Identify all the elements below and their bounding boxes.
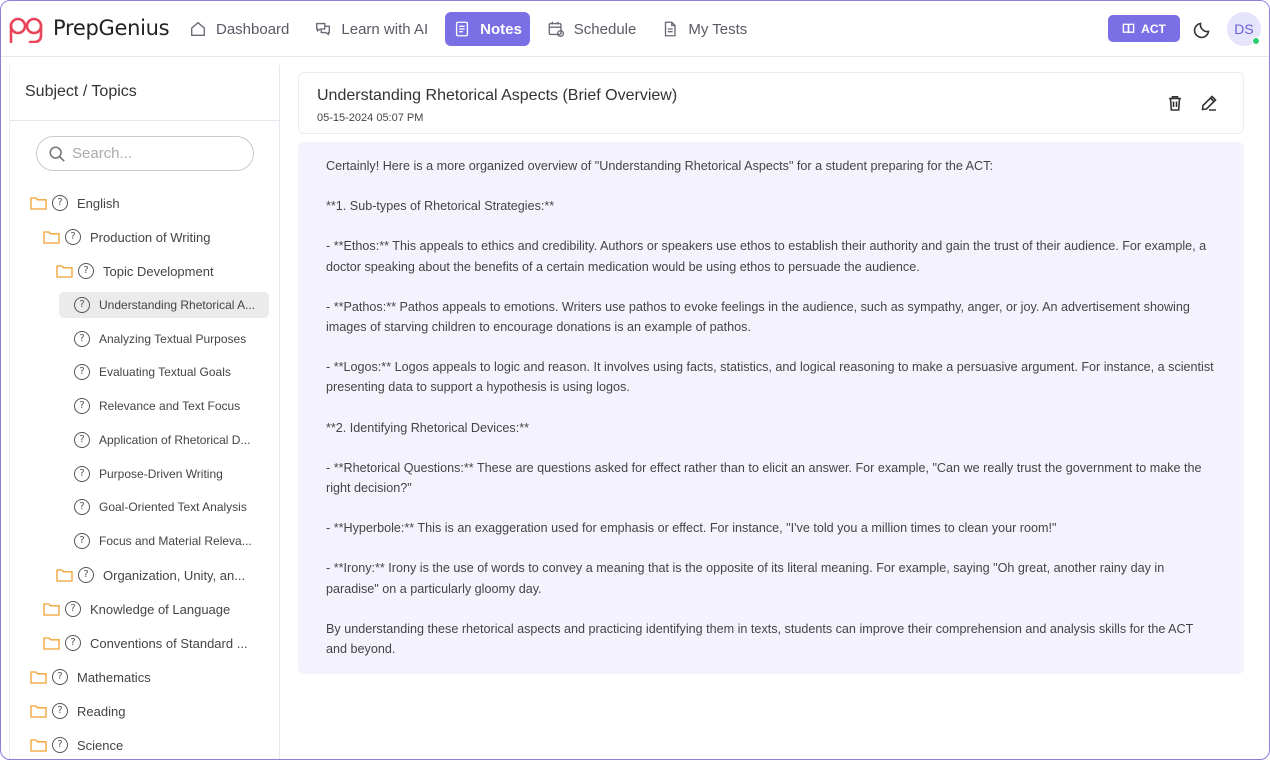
question-icon: ? bbox=[74, 398, 90, 414]
question-icon: ? bbox=[74, 533, 90, 549]
nav-learn-with-ai[interactable] bbox=[306, 12, 436, 46]
folder-icon bbox=[30, 670, 47, 684]
question-icon: ? bbox=[52, 195, 68, 211]
tree-label: Mathematics bbox=[77, 669, 151, 685]
folder-icon bbox=[43, 230, 60, 244]
top-navbar bbox=[1, 1, 1269, 57]
tree-label: Application of Rhetorical D... bbox=[99, 433, 251, 447]
tree-folder-reading[interactable] bbox=[30, 698, 125, 724]
avatar-initials: DS bbox=[1234, 21, 1254, 37]
folder-icon bbox=[30, 704, 47, 718]
question-icon: ? bbox=[74, 331, 90, 347]
question-icon: ? bbox=[65, 635, 81, 651]
question-icon: ? bbox=[74, 499, 90, 515]
search-box[interactable] bbox=[36, 136, 254, 171]
logo-icon bbox=[9, 13, 43, 43]
folder-icon bbox=[56, 568, 73, 582]
tree-label: Understanding Rhetorical A... bbox=[99, 298, 256, 312]
tree-label: Topic Development bbox=[103, 263, 214, 279]
note-paragraph: Certainly! Here is a more organized overview of "Understanding Rhetorical Aspects" for a student preparing for the ACT: bbox=[326, 159, 993, 173]
tree-folder-knowledge-of-language[interactable] bbox=[43, 596, 230, 622]
note-paragraph: - **Hyperbole:** This is an exaggeration used for emphasis or effect. For instance, "I've told you a million times to clean your room!" bbox=[326, 521, 1057, 536]
tree-folder-production-of-writing[interactable] bbox=[43, 224, 210, 250]
edit-icon[interactable] bbox=[1200, 94, 1218, 112]
question-icon: ? bbox=[74, 466, 90, 482]
nav-schedule-label: Schedule bbox=[573, 20, 637, 38]
question-icon: ? bbox=[65, 229, 81, 245]
book-icon bbox=[1122, 22, 1135, 35]
nav-learn-label: Learn with AI bbox=[341, 20, 429, 38]
note-content bbox=[298, 142, 1244, 674]
tree-label: Focus and Material Releva... bbox=[99, 534, 252, 548]
folder-icon bbox=[56, 264, 73, 278]
folder-icon bbox=[30, 196, 47, 210]
note-paragraph: - **Irony:** Irony is the use of words to convey a meaning that is the opposite of its literal meaning. For example, saying "Oh great, another rainy day in paradise" on a particularly gloomy day. bbox=[326, 561, 1165, 596]
tree-topic-evaluating-textual-goals[interactable] bbox=[74, 359, 231, 385]
note-date: 05-15-2024 05:07 PM bbox=[317, 112, 424, 124]
tree-topic-purpose-driven-writing[interactable] bbox=[74, 461, 223, 487]
note-paragraph: - **Rhetorical Questions:** These are questions asked for effect rather than to elicit an answer. For example, "Can we really trust the government to make the right decision?" bbox=[326, 460, 1202, 496]
tree-topic-focus-and-material-relevance[interactable] bbox=[74, 528, 252, 554]
tree-label: Production of Writing bbox=[90, 229, 211, 245]
tree-label: Relevance and Text Focus bbox=[99, 399, 241, 413]
tree-folder-mathematics[interactable] bbox=[30, 664, 151, 690]
search-input[interactable] bbox=[72, 145, 242, 162]
note-paragraph: - **Logos:** Logos appeals to logic and reason. It involves using facts, statistics, and logical reasoning to make a persuasive argument. For instance, a scientist presenting data to support a hypothesis is using logos. bbox=[326, 360, 1214, 395]
question-icon: ? bbox=[74, 432, 90, 448]
tree-label: Knowledge of Language bbox=[90, 601, 231, 617]
tree-label: Purpose-Driven Writing bbox=[99, 467, 223, 481]
tree-label: Conventions of Standard ... bbox=[90, 635, 248, 651]
tree-folder-science[interactable] bbox=[30, 732, 123, 758]
nav-notes[interactable] bbox=[445, 12, 530, 46]
nav-dashboard[interactable] bbox=[181, 12, 297, 46]
chat-icon bbox=[314, 20, 332, 38]
tree-folder-english[interactable] bbox=[30, 190, 120, 216]
note-title: Understanding Rhetorical Aspects (Brief Overview) bbox=[317, 87, 678, 104]
tree-label: Organization, Unity, an... bbox=[103, 567, 246, 583]
nav-schedule[interactable] bbox=[539, 12, 645, 46]
question-icon: ? bbox=[74, 364, 90, 380]
tree-label: Goal-Oriented Text Analysis bbox=[99, 500, 247, 514]
tree-topic-analyzing-textual-purposes[interactable] bbox=[74, 326, 246, 352]
nav-dashboard-label: Dashboard bbox=[216, 20, 290, 38]
tree-folder-organization-unity[interactable] bbox=[56, 562, 245, 588]
sidebar-title: Subject / Topics bbox=[25, 83, 137, 100]
note-actions bbox=[1150, 94, 1218, 112]
question-icon: ? bbox=[74, 297, 90, 313]
exam-label: ACT bbox=[1141, 21, 1166, 36]
nav-my-tests[interactable] bbox=[653, 12, 755, 46]
tree-topic-goal-oriented-text-analysis[interactable] bbox=[74, 494, 247, 520]
calendar-icon bbox=[547, 20, 565, 38]
document-icon bbox=[661, 20, 679, 38]
tree-folder-topic-development[interactable] bbox=[56, 258, 214, 284]
exam-selector-button[interactable] bbox=[1108, 15, 1180, 42]
question-icon: ? bbox=[52, 669, 68, 685]
tree-topic-relevance-and-text-focus[interactable] bbox=[74, 393, 240, 419]
tree-label: English bbox=[77, 195, 120, 211]
trash-icon[interactable] bbox=[1166, 94, 1184, 112]
question-icon: ? bbox=[52, 703, 68, 719]
note-header bbox=[298, 72, 1244, 134]
question-icon: ? bbox=[52, 737, 68, 753]
note-paragraph: - **Pathos:** Pathos appeals to emotions. Writers use pathos to evoke feelings in the audience, such as sympathy, anger, or joy. An advertisement showing images of starving children to encourage donations is an example of pathos. bbox=[326, 299, 1190, 335]
folder-icon bbox=[43, 636, 60, 650]
avatar[interactable] bbox=[1227, 12, 1261, 46]
note-paragraph: **1. Sub-types of Rhetorical Strategies:** bbox=[326, 199, 555, 214]
sidebar bbox=[9, 65, 280, 760]
tree-label: Evaluating Textual Goals bbox=[99, 365, 231, 379]
folder-icon bbox=[30, 738, 47, 752]
tree-folder-conventions-of-standard[interactable] bbox=[43, 630, 248, 656]
online-status-dot bbox=[1252, 37, 1260, 45]
tree-label: Reading bbox=[77, 703, 126, 719]
tree-topic-understanding-rhetorical[interactable] bbox=[59, 292, 269, 318]
note-paragraph: - **Ethos:** This appeals to ethics and credibility. Authors or speakers use ethos to establish their authority and gain the trust of their audience. For example, a doctor speaking about the benefits of a certain medication would be using ethos to persuade the audience. bbox=[326, 239, 1207, 274]
question-icon: ? bbox=[78, 263, 94, 279]
home-icon bbox=[189, 20, 207, 38]
nav-notes-label: Notes bbox=[480, 20, 522, 38]
tree-topic-application-of-rhetorical[interactable] bbox=[74, 427, 250, 453]
tree-label: Analyzing Textual Purposes bbox=[99, 332, 247, 346]
nav-my-tests-label: My Tests bbox=[688, 20, 748, 38]
notes-icon bbox=[453, 20, 471, 38]
question-icon: ? bbox=[78, 567, 94, 583]
moon-icon[interactable] bbox=[1193, 19, 1213, 39]
sidebar-divider bbox=[10, 120, 279, 121]
logo[interactable] bbox=[9, 13, 169, 43]
question-icon: ? bbox=[65, 601, 81, 617]
app-name: PrepGenius bbox=[53, 16, 170, 40]
search-icon bbox=[48, 145, 66, 163]
folder-icon bbox=[43, 602, 60, 616]
tree-label: Science bbox=[77, 737, 124, 753]
note-paragraph: By understanding these rhetorical aspects and practicing identifying them in texts, students can improve their comprehension and analysis skills for the ACT and beyond. bbox=[326, 621, 1194, 657]
note-paragraph: **2. Identifying Rhetorical Devices:** bbox=[326, 420, 530, 435]
